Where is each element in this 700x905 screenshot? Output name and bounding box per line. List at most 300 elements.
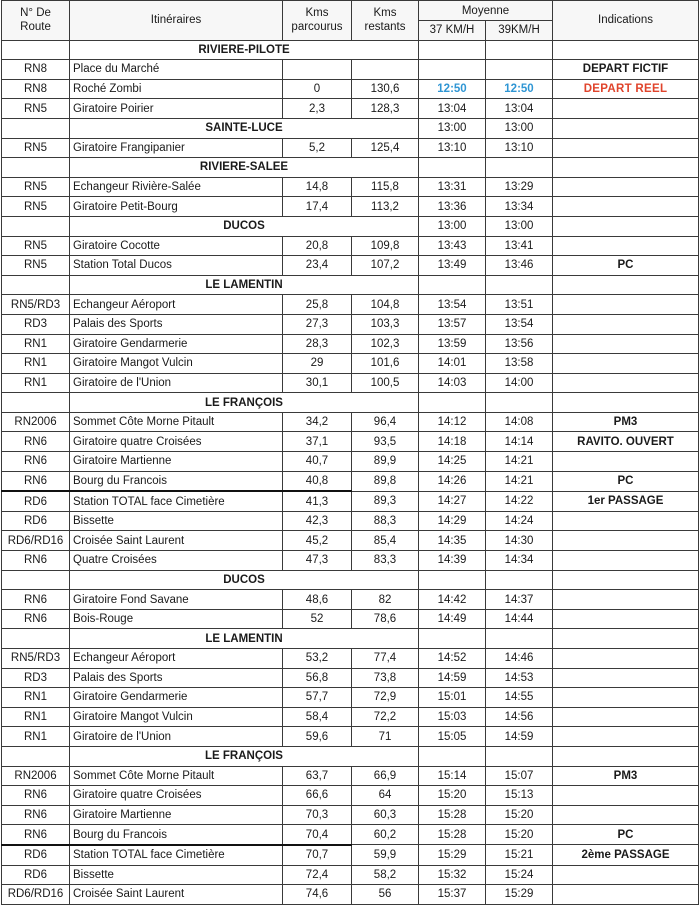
time-39: 14:59 xyxy=(486,727,553,747)
time-37 xyxy=(419,158,486,178)
kms-parcourus: 59,6 xyxy=(283,727,352,747)
time-39: 15:29 xyxy=(486,885,553,905)
place-name: Giratoire Cocotte xyxy=(70,236,283,256)
kms-restants: 82 xyxy=(352,590,419,610)
route-cell xyxy=(2,570,70,590)
time-37: 15:14 xyxy=(419,766,486,786)
time-39: 13:00 xyxy=(486,118,553,138)
route-cell xyxy=(2,275,70,295)
time-39: 14:21 xyxy=(486,452,553,472)
time-37: 13:54 xyxy=(419,295,486,315)
route-number: RN8 xyxy=(2,60,70,80)
section-row xyxy=(2,216,699,236)
indication: PM3 xyxy=(553,412,699,432)
place-name: Station TOTAL face Cimetière xyxy=(70,491,283,511)
header-indications: Indications xyxy=(553,1,699,41)
itinerary-row xyxy=(2,79,699,99)
indication-cell xyxy=(553,158,699,178)
indication xyxy=(553,551,699,571)
section-label: LE FRANÇOIS xyxy=(70,746,419,766)
time-39: 15:24 xyxy=(486,865,553,885)
kms-parcourus: 14,8 xyxy=(283,177,352,197)
time-39 xyxy=(486,40,553,60)
place-name: Echangeur Aéroport xyxy=(70,295,283,315)
time-37 xyxy=(419,40,486,60)
place-name: Giratoire Mangot Vulcin xyxy=(70,707,283,727)
itinerary-row xyxy=(2,236,699,256)
place-name: Giratoire Mangot Vulcin xyxy=(70,354,283,374)
itinerary-row xyxy=(2,138,699,158)
kms-parcourus: 29 xyxy=(283,354,352,374)
place-name: Bourg du Francois xyxy=(70,825,283,845)
itinerary-row xyxy=(2,295,699,315)
place-name: Quatre Croisées xyxy=(70,551,283,571)
time-39: 13:34 xyxy=(486,197,553,217)
indication xyxy=(553,314,699,334)
time-39 xyxy=(486,60,553,80)
indication: 2ème PASSAGE xyxy=(553,845,699,865)
itinerary-row xyxy=(2,766,699,786)
time-37: 14:03 xyxy=(419,373,486,393)
indication xyxy=(553,334,699,354)
kms-restants: 88,3 xyxy=(352,511,419,531)
kms-restants: 56 xyxy=(352,885,419,905)
indication: RAVITO. OUVERT xyxy=(553,432,699,452)
indication: PC xyxy=(553,471,699,491)
time-37: 14:29 xyxy=(419,511,486,531)
place-name: Sommet Côte Morne Pitault xyxy=(70,766,283,786)
kms-parcourus: 52 xyxy=(283,609,352,629)
route-number: RN1 xyxy=(2,334,70,354)
itinerary-row xyxy=(2,551,699,571)
kms-parcourus: 17,4 xyxy=(283,197,352,217)
kms-parcourus: 56,8 xyxy=(283,668,352,688)
place-name: Giratoire Petit-Bourg xyxy=(70,197,283,217)
route-cell xyxy=(2,746,70,766)
place-name: Giratoire de l'Union xyxy=(70,373,283,393)
place-name: Giratoire Poirier xyxy=(70,99,283,119)
place-name: Giratoire Gendarmerie xyxy=(70,334,283,354)
indication xyxy=(553,609,699,629)
time-39: 14:37 xyxy=(486,590,553,610)
time-37: 14:25 xyxy=(419,452,486,472)
kms-restants: 72,9 xyxy=(352,688,419,708)
time-39: 15:13 xyxy=(486,786,553,806)
kms-restants xyxy=(352,60,419,80)
time-37: 13:49 xyxy=(419,256,486,276)
time-39: 13:04 xyxy=(486,99,553,119)
itinerary-row xyxy=(2,885,699,905)
kms-restants: 89,8 xyxy=(352,471,419,491)
kms-restants: 101,6 xyxy=(352,354,419,374)
time-39: 13:00 xyxy=(486,216,553,236)
itinerary-row xyxy=(2,609,699,629)
section-label: LE FRANÇOIS xyxy=(70,393,419,413)
route-cell xyxy=(2,216,70,236)
kms-restants: 115,8 xyxy=(352,177,419,197)
indication xyxy=(553,373,699,393)
itinerary-row xyxy=(2,727,699,747)
time-37: 14:52 xyxy=(419,649,486,669)
kms-parcourus: 27,3 xyxy=(283,314,352,334)
itinerary-row xyxy=(2,805,699,825)
route-number: RN1 xyxy=(2,688,70,708)
indication: PC xyxy=(553,256,699,276)
kms-restants: 60,2 xyxy=(352,825,419,845)
section-label: LE LAMENTIN xyxy=(70,275,419,295)
kms-restants: 71 xyxy=(352,727,419,747)
kms-parcourus: 34,2 xyxy=(283,412,352,432)
route-number: RN6 xyxy=(2,471,70,491)
time-37: 14:42 xyxy=(419,590,486,610)
itinerary-row xyxy=(2,707,699,727)
time-39: 14:46 xyxy=(486,649,553,669)
section-label: SAINTE-LUCE xyxy=(70,118,419,138)
place-name: Giratoire quatre Croisées xyxy=(70,432,283,452)
time-39: 14:44 xyxy=(486,609,553,629)
time-39: 14:14 xyxy=(486,432,553,452)
time-37: 14:39 xyxy=(419,551,486,571)
route-number: RN2006 xyxy=(2,412,70,432)
kms-parcourus: 41,3 xyxy=(283,491,352,511)
kms-restants: 59,9 xyxy=(352,845,419,865)
time-39: 14:30 xyxy=(486,531,553,551)
itinerary-row xyxy=(2,432,699,452)
kms-restants: 103,3 xyxy=(352,314,419,334)
route-number: RN5/RD3 xyxy=(2,295,70,315)
indication xyxy=(553,354,699,374)
place-name: Station TOTAL face Cimetière xyxy=(70,845,283,865)
route-number: RD6 xyxy=(2,865,70,885)
kms-parcourus: 40,7 xyxy=(283,452,352,472)
time-37 xyxy=(419,275,486,295)
itinerary-row xyxy=(2,334,699,354)
route-number: RN5 xyxy=(2,177,70,197)
section-row xyxy=(2,570,699,590)
indication xyxy=(553,197,699,217)
time-39: 15:20 xyxy=(486,805,553,825)
route-number: RD6 xyxy=(2,845,70,865)
kms-parcourus: 58,4 xyxy=(283,707,352,727)
route-cell xyxy=(2,629,70,649)
section-row xyxy=(2,118,699,138)
time-37: 14:27 xyxy=(419,491,486,511)
route-number: RD6 xyxy=(2,511,70,531)
place-name: Giratoire Fond Savane xyxy=(70,590,283,610)
time-39: 13:46 xyxy=(486,256,553,276)
kms-restants: 89,3 xyxy=(352,491,419,511)
kms-restants: 72,2 xyxy=(352,707,419,727)
time-39: 15:07 xyxy=(486,766,553,786)
kms-parcourus: 47,3 xyxy=(283,551,352,571)
time-37: 13:36 xyxy=(419,197,486,217)
kms-restants: 64 xyxy=(352,786,419,806)
time-37: 15:28 xyxy=(419,805,486,825)
section-row xyxy=(2,746,699,766)
kms-parcourus: 57,7 xyxy=(283,688,352,708)
kms-restants: 89,9 xyxy=(352,452,419,472)
time-39: 14:08 xyxy=(486,412,553,432)
time-37: 15:03 xyxy=(419,707,486,727)
itinerary-row xyxy=(2,256,699,276)
time-39: 14:24 xyxy=(486,511,553,531)
section-row xyxy=(2,40,699,60)
kms-restants: 96,4 xyxy=(352,412,419,432)
time-39: 14:34 xyxy=(486,551,553,571)
route-number: RN1 xyxy=(2,707,70,727)
indication-cell xyxy=(553,746,699,766)
place-name: Giratoire Gendarmerie xyxy=(70,688,283,708)
route-number: RN8 xyxy=(2,79,70,99)
kms-parcourus: 70,4 xyxy=(283,825,352,845)
time-39 xyxy=(486,275,553,295)
time-37 xyxy=(419,629,486,649)
itinerary-row xyxy=(2,452,699,472)
place-name: Place du Marché xyxy=(70,60,283,80)
time-39: 14:53 xyxy=(486,668,553,688)
indication: DEPART REEL xyxy=(553,79,699,99)
place-name: Croisée Saint Laurent xyxy=(70,531,283,551)
indication: 1er PASSAGE xyxy=(553,491,699,511)
route-number: RN1 xyxy=(2,354,70,374)
route-number: RN6 xyxy=(2,609,70,629)
indication xyxy=(553,590,699,610)
kms-parcourus: 28,3 xyxy=(283,334,352,354)
indication xyxy=(553,99,699,119)
time-37 xyxy=(419,60,486,80)
kms-parcourus: 0 xyxy=(283,79,352,99)
time-39: 12:50 xyxy=(486,79,553,99)
itinerary-row xyxy=(2,197,699,217)
section-row xyxy=(2,393,699,413)
indication xyxy=(553,236,699,256)
time-37: 14:18 xyxy=(419,432,486,452)
section-label: RIVIERE-PILOTE xyxy=(70,40,419,60)
route-number: RN6 xyxy=(2,805,70,825)
kms-parcourus: 63,7 xyxy=(283,766,352,786)
time-39: 13:29 xyxy=(486,177,553,197)
time-37: 13:59 xyxy=(419,334,486,354)
itinerary-row xyxy=(2,668,699,688)
route-number: RN1 xyxy=(2,373,70,393)
route-number: RN5/RD3 xyxy=(2,649,70,669)
indication-cell xyxy=(553,393,699,413)
itinerary-row xyxy=(2,688,699,708)
indication xyxy=(553,707,699,727)
route-number: RN5 xyxy=(2,256,70,276)
itinerary-body xyxy=(2,40,699,904)
indication-cell xyxy=(553,118,699,138)
time-39: 14:22 xyxy=(486,491,553,511)
time-37: 15:32 xyxy=(419,865,486,885)
time-37: 14:59 xyxy=(419,668,486,688)
time-39: 13:41 xyxy=(486,236,553,256)
time-39: 13:58 xyxy=(486,354,553,374)
route-number: RN5 xyxy=(2,197,70,217)
time-39: 15:21 xyxy=(486,845,553,865)
time-37: 13:43 xyxy=(419,236,486,256)
indication-cell xyxy=(553,216,699,236)
indication: DEPART FICTIF xyxy=(553,60,699,80)
itinerary-row xyxy=(2,314,699,334)
section-label: DUCOS xyxy=(70,570,419,590)
kms-parcourus: 74,6 xyxy=(283,885,352,905)
place-name: Bissette xyxy=(70,511,283,531)
route-number: RD3 xyxy=(2,314,70,334)
indication xyxy=(553,865,699,885)
kms-parcourus: 42,3 xyxy=(283,511,352,531)
route-number: RN6 xyxy=(2,825,70,845)
place-name: Bois-Rouge xyxy=(70,609,283,629)
section-label: RIVIERE-SALEE xyxy=(70,158,419,178)
route-cell xyxy=(2,158,70,178)
route-number: RN5 xyxy=(2,236,70,256)
itinerary-row xyxy=(2,649,699,669)
kms-parcourus: 25,8 xyxy=(283,295,352,315)
indication xyxy=(553,531,699,551)
itinerary-row xyxy=(2,865,699,885)
indication xyxy=(553,452,699,472)
place-name: Bissette xyxy=(70,865,283,885)
header-kms-restants: Kms restants xyxy=(352,1,419,41)
time-37: 14:01 xyxy=(419,354,486,374)
indication-cell xyxy=(553,275,699,295)
itinerary-row xyxy=(2,491,699,511)
place-name: Giratoire Martienne xyxy=(70,805,283,825)
route-number: RD6 xyxy=(2,491,70,511)
kms-parcourus: 53,2 xyxy=(283,649,352,669)
time-39: 15:20 xyxy=(486,825,553,845)
itinerary-row xyxy=(2,590,699,610)
kms-restants: 125,4 xyxy=(352,138,419,158)
itinerary-table xyxy=(1,0,699,905)
kms-parcourus: 45,2 xyxy=(283,531,352,551)
section-row xyxy=(2,629,699,649)
place-name: Bourg du Francois xyxy=(70,471,283,491)
header-route: N° De Route xyxy=(2,1,70,41)
kms-restants: 109,8 xyxy=(352,236,419,256)
kms-parcourus: 20,8 xyxy=(283,236,352,256)
kms-restants: 73,8 xyxy=(352,668,419,688)
time-39: 13:51 xyxy=(486,295,553,315)
time-37: 15:28 xyxy=(419,825,486,845)
time-39 xyxy=(486,158,553,178)
route-number: RN1 xyxy=(2,727,70,747)
section-row xyxy=(2,158,699,178)
header-speed-37: 37 KM/H xyxy=(419,21,486,41)
kms-restants: 77,4 xyxy=(352,649,419,669)
indication xyxy=(553,727,699,747)
time-37: 13:31 xyxy=(419,177,486,197)
kms-restants: 83,3 xyxy=(352,551,419,571)
time-37: 14:26 xyxy=(419,471,486,491)
route-cell xyxy=(2,118,70,138)
kms-parcourus: 70,7 xyxy=(283,845,352,865)
time-39: 13:10 xyxy=(486,138,553,158)
itinerary-row xyxy=(2,845,699,865)
indication xyxy=(553,295,699,315)
indication xyxy=(553,885,699,905)
kms-restants: 58,2 xyxy=(352,865,419,885)
kms-parcourus: 72,4 xyxy=(283,865,352,885)
kms-restants: 85,4 xyxy=(352,531,419,551)
route-number: RN5 xyxy=(2,138,70,158)
time-37: 13:00 xyxy=(419,216,486,236)
time-37 xyxy=(419,393,486,413)
section-row xyxy=(2,275,699,295)
place-name: Echangeur Aéroport xyxy=(70,649,283,669)
kms-parcourus: 5,2 xyxy=(283,138,352,158)
time-39: 14:00 xyxy=(486,373,553,393)
route-cell xyxy=(2,40,70,60)
time-37: 13:04 xyxy=(419,99,486,119)
time-37: 13:00 xyxy=(419,118,486,138)
indication xyxy=(553,177,699,197)
route-cell xyxy=(2,393,70,413)
route-number: RN6 xyxy=(2,590,70,610)
time-37: 14:49 xyxy=(419,609,486,629)
header-moyenne: Moyenne xyxy=(419,1,553,21)
time-37: 13:57 xyxy=(419,314,486,334)
time-39: 14:21 xyxy=(486,471,553,491)
time-37: 12:50 xyxy=(419,79,486,99)
indication: PM3 xyxy=(553,766,699,786)
indication xyxy=(553,668,699,688)
time-37: 13:10 xyxy=(419,138,486,158)
indication xyxy=(553,786,699,806)
time-37 xyxy=(419,570,486,590)
itinerary-row xyxy=(2,373,699,393)
kms-parcourus xyxy=(283,60,352,80)
kms-parcourus: 48,6 xyxy=(283,590,352,610)
time-39 xyxy=(486,629,553,649)
kms-restants: 130,6 xyxy=(352,79,419,99)
place-name: Croisée Saint Laurent xyxy=(70,885,283,905)
route-number: RD6/RD16 xyxy=(2,531,70,551)
time-39: 14:55 xyxy=(486,688,553,708)
section-label: LE LAMENTIN xyxy=(70,629,419,649)
kms-parcourus: 40,8 xyxy=(283,471,352,491)
time-39 xyxy=(486,393,553,413)
time-37: 14:35 xyxy=(419,531,486,551)
place-name: Palais des Sports xyxy=(70,314,283,334)
itinerary-row xyxy=(2,471,699,491)
itinerary-row xyxy=(2,177,699,197)
kms-restants: 93,5 xyxy=(352,432,419,452)
itinerary-row xyxy=(2,825,699,845)
kms-parcourus: 23,4 xyxy=(283,256,352,276)
route-number: RD6/RD16 xyxy=(2,885,70,905)
section-label: DUCOS xyxy=(70,216,419,236)
time-39 xyxy=(486,570,553,590)
time-37: 15:05 xyxy=(419,727,486,747)
kms-restants: 107,2 xyxy=(352,256,419,276)
route-number: RN2006 xyxy=(2,766,70,786)
place-name: Echangeur Rivière-Salée xyxy=(70,177,283,197)
time-39: 13:56 xyxy=(486,334,553,354)
place-name: Station Total Ducos xyxy=(70,256,283,276)
indication-cell xyxy=(553,40,699,60)
route-number: RN6 xyxy=(2,452,70,472)
kms-restants: 100,5 xyxy=(352,373,419,393)
kms-parcourus: 30,1 xyxy=(283,373,352,393)
kms-parcourus: 66,6 xyxy=(283,786,352,806)
route-number: RN5 xyxy=(2,99,70,119)
indication xyxy=(553,138,699,158)
kms-restants: 102,3 xyxy=(352,334,419,354)
place-name: Sommet Côte Morne Pitault xyxy=(70,412,283,432)
kms-parcourus: 37,1 xyxy=(283,432,352,452)
